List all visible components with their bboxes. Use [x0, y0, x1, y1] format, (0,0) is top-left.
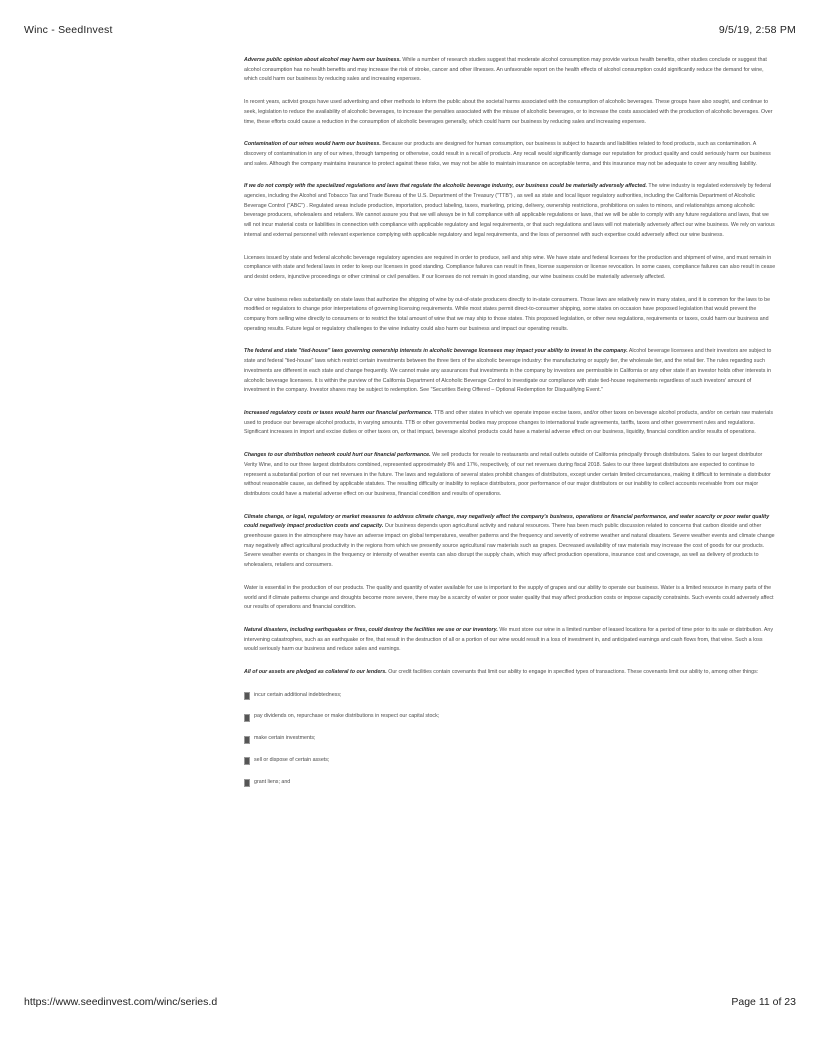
paragraph-11	[244, 626, 776, 655]
paragraph-text: In recent years, activist groups have used advertising and other methods to inform the public about the societal harms associated with the consumption of alcoholic beverages. These groups have also sought, and continue to seek, legislation to reduce the availability of alcoholic beverages, to increase the penalties associated with the misuse of alcoholic beverages, or to increase the costs associated with the production of alcoholic beverages. Over time, these efforts could cause a reduction in the consumption of alcoholic beverages generally, which could harm our business by reducing sales and increasing expenses.	[244, 99, 773, 125]
bullet-icon	[244, 714, 250, 722]
paragraph-1	[244, 98, 776, 127]
paragraph-12	[244, 668, 776, 678]
list-item-text: incur certain additional indebtedness;	[254, 691, 342, 698]
paragraph-2	[244, 140, 776, 169]
paragraph-text: The wine industry is regulated extensively by federal agencies, including the Alcohol and Tobacco Tax and Trade Bureau of the U.S. Department of the Treasury ("TTB") , as well as state and local liquor regulatory authorities, including the California Department of Alcoholic Beverage Control ("ABC") . Regulated areas include production, importation, product labeling, taxes, marketing, pricing, delivery, ownership restrictions, prohibitions on sales to minors, and relationships among alcoholic beverage producers, wholesalers and retailers. We cannot assure you that we will always be in full compliance with all applicable regulations or laws, that we will be able to comply with any future regulations and laws, that we will not incur material costs or liabilities in connection with compliance with applicable regulatory and legal requirements, or that such regulations and laws will not materially adversely affect our wine business. We rely on various internal and external personnel with relevant experience complying with applicable regulatory and legal requirements, and the loss of personnel with such expertise could adversely affect our wine business.	[244, 183, 775, 238]
list-item	[244, 691, 776, 701]
paragraph-heading: Increased regulatory costs or taxes would harm our financial performance.	[244, 409, 433, 416]
paragraph-6	[244, 347, 776, 396]
list-item	[244, 712, 776, 722]
paragraph-text: Our business depends upon agricultural activity and natural resources. There has been much public discussion related to concerns that carbon dioxide and other greenhouse gases in the atmosphere may have an adverse impact on global temperatures, weather patterns and the frequency and severity of extreme weather and natural disasters. Severe weather events and climate change may negatively affect agricultural productivity in the regions from which we presently source agricultural raw materials such as grapes. Decreased availability of raw materials may increase the cost of goods for our products. Severe weather events or changes in the frequency or intensity of weather events can also disrupt the supply chain, which may affect production operations, insurance cost and coverage, as well as delivery of products to wholesalers, retailers and consumers.	[244, 523, 775, 569]
bullet-icon	[244, 757, 250, 765]
list-item-text: sell or dispose of certain assets;	[254, 756, 330, 763]
paragraph-heading: All of our assets are pledged as collateral to our lenders.	[244, 669, 387, 676]
paragraph-7	[244, 409, 776, 438]
document-body	[244, 56, 776, 799]
list-item-text: pay dividends on, repurchase or make distributions in respect our capital stock;	[254, 713, 440, 720]
list-item	[244, 778, 776, 788]
list-item-text: make certain investments;	[254, 735, 316, 742]
bullet-icon	[244, 692, 250, 700]
paragraph-0	[244, 56, 776, 85]
paragraph-heading: Climate change, or legal, regulatory or market measures to address climate change, may negatively affect the company's business, operations or financial performance, and water scarcity or poor water quality could negatively impact production costs and capacity.	[244, 513, 770, 530]
paragraph-5	[244, 296, 776, 335]
paragraph-text: While a number of research studies suggest that moderate alcohol consumption may provide various health benefits, other studies conclude or suggest that alcohol consumption has no health benefits and may increase the risk of stroke, cancer and other illnesses. An unfavorable report on the health effects of alcohol consumption could significantly reduce the demand for wine, which could harm our business by reducing sales and increasing expenses.	[244, 57, 767, 83]
bullet-icon	[244, 736, 250, 744]
paragraph-text: TTB and other states in which we operate impose excise taxes, and/or other taxes on beverage alcohol products, and/or on certain raw materials used to produce our beverage alcohol products, in varying amounts. TTB or other governmental bodies may propose changes to international trade agreements, tariffs, taxes and other government rules and regulations. Significant increases in import and excise duties or other taxes on, or that impact, beverage alcohol products could have a material adverse effect on our business, liquidity, financial condition and/or results of operations.	[244, 409, 773, 436]
paragraph-heading: Adverse public opinion about alcohol may harm our business.	[244, 57, 401, 63]
list-item-text: grant liens; and	[254, 778, 291, 785]
paragraph-text: Our wine business relies substantially on state laws that authorize the shipping of wine by out-of-state producers directly to in-state consumers. Those laws are relatively new in many states, and it is common for the laws to be modified or regulators to change prior interpretations of governing licensing requirements. While most states permit direct-to-consumer shipping, some states on occasion have proposed legislation that would prevent the company from selling wine directly to consumers or to restrict the total amount of wine that we may ship to those states. This proposed legislation, or other new regulations, requirements or taxes, could harm our business and operating results. Future legal or regulatory challenges to the wine industry could also harm our business and impact our operating results.	[244, 296, 771, 332]
paragraph-heading: If we do not comply with the specialized regulations and laws that regulate the alcoholic beverage industry, our business could be materially adversely affected.	[244, 183, 647, 190]
paragraph-8	[244, 451, 776, 500]
paragraph-9	[244, 513, 776, 571]
paragraph-text: We must store our wine in a limited number of leased locations for a period of time prior to its sale or distribution. Any intervening catastrophes, such as an earthquake or fire, that result in the destruction of all or a portion of our wine would result in a loss of investment in, and anticipated earnings and cash flows from, that wine. Such a loss would seriously harm our business and reduce sales and earnings.	[244, 626, 774, 653]
paragraph-10	[244, 584, 776, 613]
paragraph-text: Because our products are designed for human consumption, our business is subject to hazards and liabilities related to food products, such as contamination. A discovery of contamination in any of our wines, through tampering or otherwise, could result in a recall of products. Any recall would significantly damage our reputation for product quality and could seriously harm our business and sales. Although the company maintains insurance to protect against these risks, we may not be able to maintain insurance on acceptable terms, and this insurance may not be adequate to cover any resulting liability.	[244, 141, 771, 167]
paragraph-3	[244, 182, 776, 240]
page-footer-page-number: Page 11 of 23	[731, 996, 796, 1008]
bullet-icon	[244, 779, 250, 787]
paragraph-heading: The federal and state "tied-house" laws governing ownership interests in alcoholic beverage licensees may impact your ability to invest in the company.	[244, 348, 628, 355]
paragraph-text: Water is essential in the production of our products. The quality and quantity of water available for use is important to the supply of grapes and our ability to operate our business. Water is a limited resource in many parts of the world and if climate patterns change and droughts become more severe, there may be a scarcity of water or poor water quality that may affect production costs or impose capacity constraints. Such events could adversely affect our results of operations and financial condition.	[244, 584, 774, 611]
paragraph-text: We sell products for resale to restaurants and retail outlets outside of California principally through distributors. Sales to our largest distributor Verity Wine, and to our three largest distributors combined, represented approximately 8% and 17%, respectively, of our net revenues during fiscal 2018. Sales to our three largest distributors are expected to continue to represent a substantial portion of our net revenues in the future. The laws and regulations of several states prohibit changes of distributors, except under certain limited circumstances, making it difficult to terminate a distributor without reasonable cause, as defined by applicable statutes. The resulting difficulty or inability to replace distributors, poor performance of our major distributors or our inability to collect accounts receivable from our major distributors could have a material adverse effect on our business, financial condition and results of operations.	[244, 452, 771, 497]
paragraph-heading: Contamination of our wines would harm our business.	[244, 141, 381, 148]
paragraph-heading: Changes to our distribution network could hurt our financial performance.	[244, 452, 431, 459]
list-item	[244, 734, 776, 744]
page-header-title: Winc - SeedInvest	[24, 24, 113, 36]
page-footer-url[interactable]: https://www.seedinvest.com/winc/series.d	[24, 996, 218, 1008]
page-header-datetime: 9/5/19, 2:58 PM	[718, 24, 796, 36]
paragraph-4	[244, 254, 776, 283]
paragraph-heading: Natural disasters, including earthquakes or fires, could destroy the facilities we use or our inventory.	[244, 626, 498, 633]
covenant-list	[244, 691, 776, 788]
list-item	[244, 756, 776, 766]
paragraph-text: Licenses issued by state and federal alcoholic beverage regulatory agencies are required in order to produce, sell and ship wine. We have state and federal licenses for the production and shipment of wine, and must remain in compliance with state and federal laws in order to keep our licenses in good standing. Compliance failures can result in fines, license suspension or license revocation. In some cases, compliance failures can also result in cease and desist orders, injunctive proceedings or other criminal or civil penalties. If our licenses do not remain in good standing, our wine business could be materially adversely affected.	[244, 254, 776, 280]
paragraph-text: Alcohol beverage licensees and their investors are subject to state and federal "tied-house" laws which restrict certain investments between the three tiers of the alcoholic beverage industry: the manufacturing or supply tier, the wholesale tier, and the retail tier. The rules regarding such investments are different in each state and change frequently. We cannot make any assurances that investments in the company by investors are permissible in California or any other state if an investor holds other interests in alcoholic beverage licensees. It is within the purview of the California Department of Alcoholic Beverage Control to investigate our compliance with state tied-house requirements regardless of such investors' amount of investment in the company. Investor shares may be subject to redemption. See "Securities Being Offered – Optional Redemption for Disqualifying Event."	[244, 348, 772, 394]
paragraph-text: Our credit facilities contain covenants that limit our ability to engage in specified types of transactions. These covenants limit our ability to, among other things:	[386, 669, 759, 676]
